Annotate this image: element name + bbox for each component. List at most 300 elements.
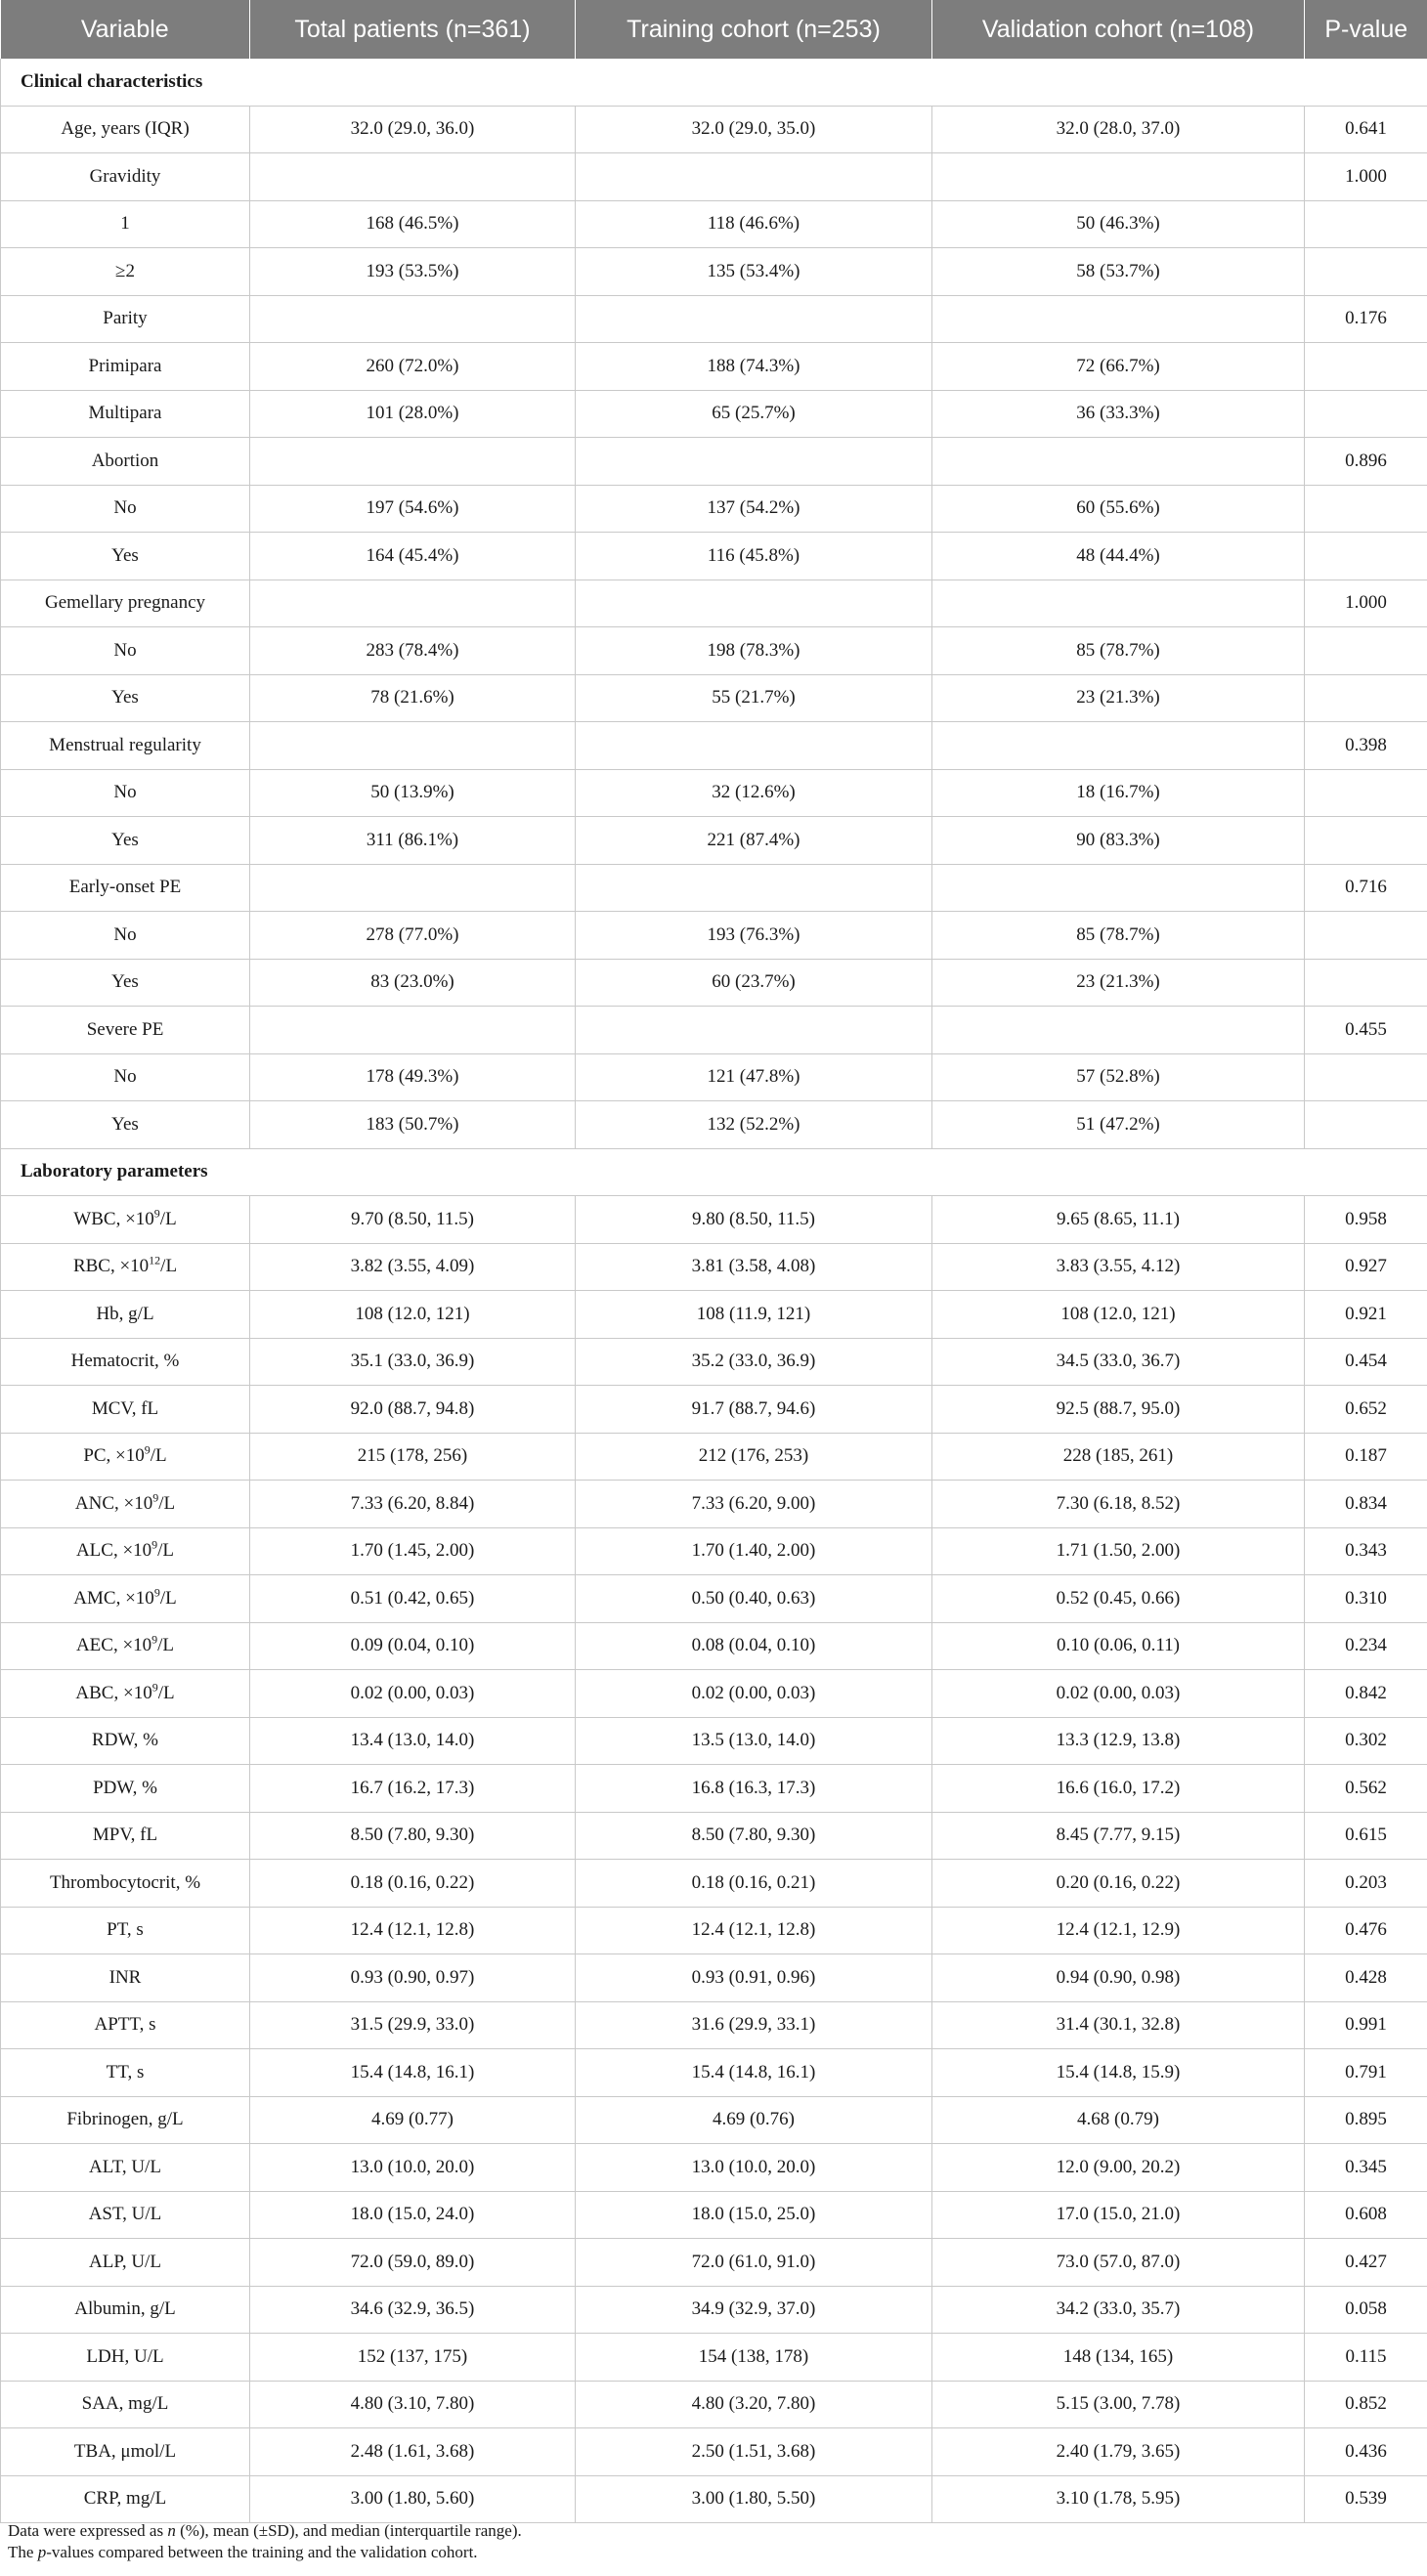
cell-validation-cohort: 34.2 (33.0, 35.7) xyxy=(932,2286,1305,2334)
cell-validation-cohort: 23 (21.3%) xyxy=(932,959,1305,1007)
header-p-value: P-value xyxy=(1305,0,1427,59)
cell-training-cohort: 193 (76.3%) xyxy=(576,912,932,960)
cell-training-cohort: 7.33 (6.20, 9.00) xyxy=(576,1481,932,1528)
cell-validation-cohort: 36 (33.3%) xyxy=(932,390,1305,438)
footnote-2 xyxy=(8,2542,522,2563)
cell-p-value xyxy=(1305,390,1427,438)
cell-validation-cohort: 3.83 (3.55, 4.12) xyxy=(932,1243,1305,1291)
table-row xyxy=(1,1007,1427,1054)
unit-exponent: 9 xyxy=(151,1680,158,1695)
cell-validation-cohort: 50 (46.3%) xyxy=(932,200,1305,248)
cell-total-patients: 0.18 (0.16, 0.22) xyxy=(250,1860,576,1908)
cell-validation-cohort: 18 (16.7%) xyxy=(932,769,1305,817)
cell-p-value: 0.716 xyxy=(1305,864,1427,912)
cell-p-value: 0.476 xyxy=(1305,1907,1427,1954)
cell-total-patients: 152 (137, 175) xyxy=(250,2334,576,2382)
cell-variable xyxy=(1,1481,250,1528)
cell-total-patients xyxy=(250,1007,576,1054)
cell-variable: SAA, mg/L xyxy=(1,2381,250,2428)
cell-total-patients: 260 (72.0%) xyxy=(250,343,576,391)
cell-p-value: 0.455 xyxy=(1305,1007,1427,1054)
cell-validation-cohort: 48 (44.4%) xyxy=(932,533,1305,580)
unit-suffix: /L xyxy=(160,1256,178,1277)
cell-p-value: 0.115 xyxy=(1305,2334,1427,2382)
cell-validation-cohort xyxy=(932,580,1305,627)
table-row xyxy=(1,153,1427,201)
cell-validation-cohort: 92.5 (88.7, 95.0) xyxy=(932,1386,1305,1434)
header-variable: Variable xyxy=(1,0,250,59)
cell-total-patients xyxy=(250,580,576,627)
cell-total-patients: 16.7 (16.2, 17.3) xyxy=(250,1765,576,1813)
cell-total-patients: 50 (13.9%) xyxy=(250,769,576,817)
cell-variable: INR xyxy=(1,1954,250,2002)
cell-training-cohort: 13.0 (10.0, 20.0) xyxy=(576,2144,932,2192)
cell-validation-cohort: 4.68 (0.79) xyxy=(932,2096,1305,2144)
cell-p-value: 0.176 xyxy=(1305,295,1427,343)
cell-variable xyxy=(1,1670,250,1718)
cell-p-value: 0.436 xyxy=(1305,2428,1427,2476)
table-row xyxy=(1,1860,1427,1908)
cell-training-cohort: 18.0 (15.0, 25.0) xyxy=(576,2191,932,2239)
footnote-1 xyxy=(8,2520,522,2542)
table-row xyxy=(1,2096,1427,2144)
cell-variable xyxy=(1,1622,250,1670)
cell-training-cohort: 12.4 (12.1, 12.8) xyxy=(576,1907,932,1954)
cell-p-value: 0.791 xyxy=(1305,2049,1427,2097)
table-row xyxy=(1,2001,1427,2049)
cell-p-value: 0.852 xyxy=(1305,2381,1427,2428)
table-row xyxy=(1,2334,1427,2382)
variable-label: AEC, ×10 xyxy=(75,1635,152,1656)
cell-training-cohort xyxy=(576,864,932,912)
cell-training-cohort xyxy=(576,438,932,486)
unit-suffix: /L xyxy=(157,1682,175,1703)
cell-validation-cohort xyxy=(932,864,1305,912)
cell-total-patients: 92.0 (88.7, 94.8) xyxy=(250,1386,576,1434)
cell-validation-cohort: 8.45 (7.77, 9.15) xyxy=(932,1812,1305,1860)
cell-training-cohort: 108 (11.9, 121) xyxy=(576,1291,932,1339)
unit-exponent: 9 xyxy=(152,1490,159,1505)
cell-validation-cohort: 34.5 (33.0, 36.7) xyxy=(932,1338,1305,1386)
cell-total-patients: 31.5 (29.9, 33.0) xyxy=(250,2001,576,2049)
cell-training-cohort: 31.6 (29.9, 33.1) xyxy=(576,2001,932,2049)
cell-p-value: 0.310 xyxy=(1305,1575,1427,1623)
table-row xyxy=(1,1765,1427,1813)
cell-p-value xyxy=(1305,769,1427,817)
cell-variable: Yes xyxy=(1,959,250,1007)
cell-total-patients: 15.4 (14.8, 16.1) xyxy=(250,2049,576,2097)
unit-exponent: 9 xyxy=(144,1442,151,1457)
cell-variable: Hb, g/L xyxy=(1,1291,250,1339)
cell-training-cohort: 0.08 (0.04, 0.10) xyxy=(576,1622,932,1670)
cell-validation-cohort: 51 (47.2%) xyxy=(932,1101,1305,1149)
cell-total-patients: 3.82 (3.55, 4.09) xyxy=(250,1243,576,1291)
cell-training-cohort: 9.80 (8.50, 11.5) xyxy=(576,1196,932,1244)
cell-validation-cohort: 58 (53.7%) xyxy=(932,248,1305,296)
cell-total-patients: 34.6 (32.9, 36.5) xyxy=(250,2286,576,2334)
cell-total-patients: 4.80 (3.10, 7.80) xyxy=(250,2381,576,2428)
cell-total-patients: 4.69 (0.77) xyxy=(250,2096,576,2144)
cell-training-cohort: 135 (53.4%) xyxy=(576,248,932,296)
cell-total-patients xyxy=(250,722,576,770)
cell-training-cohort: 1.70 (1.40, 2.00) xyxy=(576,1527,932,1575)
cell-training-cohort: 72.0 (61.0, 91.0) xyxy=(576,2239,932,2287)
table-row xyxy=(1,2144,1427,2192)
cell-total-patients: 0.09 (0.04, 0.10) xyxy=(250,1622,576,1670)
cell-validation-cohort: 15.4 (14.8, 15.9) xyxy=(932,2049,1305,2097)
cell-validation-cohort: 17.0 (15.0, 21.0) xyxy=(932,2191,1305,2239)
section-title: Laboratory parameters xyxy=(1,1148,1427,1196)
cell-total-patients: 13.0 (10.0, 20.0) xyxy=(250,2144,576,2192)
cell-training-cohort: 198 (78.3%) xyxy=(576,627,932,675)
cell-variable: No xyxy=(1,485,250,533)
cell-variable: APTT, s xyxy=(1,2001,250,2049)
section-title: Clinical characteristics xyxy=(1,59,1427,106)
cell-variable: Thrombocytocrit, % xyxy=(1,1860,250,1908)
cell-variable: Fibrinogen, g/L xyxy=(1,2096,250,2144)
cell-p-value xyxy=(1305,959,1427,1007)
cell-p-value xyxy=(1305,248,1427,296)
table-row xyxy=(1,1527,1427,1575)
table-row xyxy=(1,959,1427,1007)
table-header-row xyxy=(1,0,1427,59)
cell-training-cohort: 121 (47.8%) xyxy=(576,1053,932,1101)
cell-p-value: 0.991 xyxy=(1305,2001,1427,2049)
cell-training-cohort xyxy=(576,722,932,770)
cell-validation-cohort: 108 (12.0, 121) xyxy=(932,1291,1305,1339)
cell-p-value: 0.398 xyxy=(1305,722,1427,770)
cell-validation-cohort xyxy=(932,153,1305,201)
cell-total-patients xyxy=(250,295,576,343)
table-row xyxy=(1,1101,1427,1149)
cell-validation-cohort: 90 (83.3%) xyxy=(932,817,1305,865)
cell-training-cohort: 32 (12.6%) xyxy=(576,769,932,817)
unit-exponent: 9 xyxy=(151,1632,158,1647)
table-row xyxy=(1,1481,1427,1528)
table-row xyxy=(1,817,1427,865)
unit-exponent: 9 xyxy=(153,1585,160,1600)
cell-validation-cohort xyxy=(932,722,1305,770)
cell-total-patients: 0.93 (0.90, 0.97) xyxy=(250,1954,576,2002)
table-row xyxy=(1,1243,1427,1291)
cell-total-patients: 35.1 (33.0, 36.9) xyxy=(250,1338,576,1386)
cell-training-cohort xyxy=(576,153,932,201)
cell-p-value: 0.896 xyxy=(1305,438,1427,486)
table-row xyxy=(1,2286,1427,2334)
cell-validation-cohort: 57 (52.8%) xyxy=(932,1053,1305,1101)
cell-training-cohort xyxy=(576,295,932,343)
table-row xyxy=(1,2475,1427,2523)
cell-training-cohort: 55 (21.7%) xyxy=(576,674,932,722)
table-row xyxy=(1,1291,1427,1339)
cell-total-patients: 108 (12.0, 121) xyxy=(250,1291,576,1339)
cell-variable: Early-onset PE xyxy=(1,864,250,912)
cell-p-value: 0.834 xyxy=(1305,1481,1427,1528)
cell-p-value xyxy=(1305,627,1427,675)
table-row xyxy=(1,2381,1427,2428)
cell-total-patients: 32.0 (29.0, 36.0) xyxy=(250,106,576,153)
cell-p-value: 1.000 xyxy=(1305,153,1427,201)
cell-variable: Yes xyxy=(1,1101,250,1149)
table-row xyxy=(1,1717,1427,1765)
table-row xyxy=(1,1386,1427,1434)
unit-exponent: 9 xyxy=(153,1206,160,1221)
unit-suffix: /L xyxy=(159,1587,177,1609)
cell-variable: MCV, fL xyxy=(1,1386,250,1434)
cell-variable: 1 xyxy=(1,200,250,248)
cell-validation-cohort: 31.4 (30.1, 32.8) xyxy=(932,2001,1305,2049)
cell-variable: TT, s xyxy=(1,2049,250,2097)
cell-total-patients xyxy=(250,438,576,486)
unit-exponent: 9 xyxy=(151,1537,158,1552)
cell-training-cohort: 116 (45.8%) xyxy=(576,533,932,580)
cell-validation-cohort: 72 (66.7%) xyxy=(932,343,1305,391)
cell-training-cohort: 0.50 (0.40, 0.63) xyxy=(576,1575,932,1623)
table-row xyxy=(1,343,1427,391)
cell-p-value: 0.895 xyxy=(1305,2096,1427,2144)
cell-variable xyxy=(1,1433,250,1481)
cell-p-value xyxy=(1305,817,1427,865)
table-row xyxy=(1,533,1427,580)
cell-training-cohort: 137 (54.2%) xyxy=(576,485,932,533)
variable-label: ANC, ×10 xyxy=(74,1492,153,1514)
cell-validation-cohort: 12.4 (12.1, 12.9) xyxy=(932,1907,1305,1954)
cell-total-patients: 311 (86.1%) xyxy=(250,817,576,865)
cell-training-cohort: 3.00 (1.80, 5.50) xyxy=(576,2475,932,2523)
cell-training-cohort: 3.81 (3.58, 4.08) xyxy=(576,1243,932,1291)
footnote-2-text: The xyxy=(8,2543,38,2561)
section-header-row xyxy=(1,59,1427,106)
cell-p-value: 0.641 xyxy=(1305,106,1427,153)
cell-variable: PT, s xyxy=(1,1907,250,1954)
cell-variable: Menstrual regularity xyxy=(1,722,250,770)
cell-variable xyxy=(1,1575,250,1623)
footnote-2-italic: p xyxy=(37,2543,47,2561)
table-row xyxy=(1,1053,1427,1101)
cell-validation-cohort: 0.94 (0.90, 0.98) xyxy=(932,1954,1305,2002)
cell-variable: ALT, U/L xyxy=(1,2144,250,2192)
table-row xyxy=(1,580,1427,627)
cell-validation-cohort xyxy=(932,438,1305,486)
cell-variable: Gemellary pregnancy xyxy=(1,580,250,627)
cell-total-patients: 278 (77.0%) xyxy=(250,912,576,960)
table-footnotes xyxy=(8,2520,522,2563)
table-row xyxy=(1,627,1427,675)
cell-validation-cohort: 32.0 (28.0, 37.0) xyxy=(932,106,1305,153)
footnote-2-text-end: -values compared between the training and the validation cohort. xyxy=(46,2543,478,2561)
cell-variable: No xyxy=(1,1053,250,1101)
cell-validation-cohort: 7.30 (6.18, 8.52) xyxy=(932,1481,1305,1528)
cell-total-patients: 101 (28.0%) xyxy=(250,390,576,438)
table-row xyxy=(1,106,1427,153)
cell-variable: Age, years (IQR) xyxy=(1,106,250,153)
cell-validation-cohort: 85 (78.7%) xyxy=(932,627,1305,675)
cell-total-patients xyxy=(250,153,576,201)
table-row xyxy=(1,1196,1427,1244)
cell-total-patients: 9.70 (8.50, 11.5) xyxy=(250,1196,576,1244)
cell-variable: PDW, % xyxy=(1,1765,250,1813)
cell-variable: Yes xyxy=(1,533,250,580)
cell-validation-cohort: 3.10 (1.78, 5.95) xyxy=(932,2475,1305,2523)
cell-total-patients xyxy=(250,864,576,912)
table-row xyxy=(1,2049,1427,2097)
cell-training-cohort: 154 (138, 178) xyxy=(576,2334,932,2382)
cell-training-cohort: 16.8 (16.3, 17.3) xyxy=(576,1765,932,1813)
variable-label: ALC, ×10 xyxy=(75,1540,152,1562)
table-body xyxy=(1,59,1427,2523)
cell-validation-cohort: 0.20 (0.16, 0.22) xyxy=(932,1860,1305,1908)
cell-validation-cohort: 23 (21.3%) xyxy=(932,674,1305,722)
table-row xyxy=(1,912,1427,960)
cell-validation-cohort: 9.65 (8.65, 11.1) xyxy=(932,1196,1305,1244)
table-row xyxy=(1,2191,1427,2239)
cell-validation-cohort: 228 (185, 261) xyxy=(932,1433,1305,1481)
cell-training-cohort: 91.7 (88.7, 94.6) xyxy=(576,1386,932,1434)
cell-p-value xyxy=(1305,912,1427,960)
footnote-1-text: Data were expressed as xyxy=(8,2521,168,2540)
unit-suffix: /L xyxy=(159,1208,177,1229)
cell-total-patients: 83 (23.0%) xyxy=(250,959,576,1007)
variable-label: AMC, ×10 xyxy=(73,1587,154,1609)
variable-label: PC, ×10 xyxy=(83,1445,145,1467)
table-row xyxy=(1,295,1427,343)
variable-label: ABC, ×10 xyxy=(75,1682,152,1703)
cell-validation-cohort: 148 (134, 165) xyxy=(932,2334,1305,2382)
cell-total-patients: 12.4 (12.1, 12.8) xyxy=(250,1907,576,1954)
cell-p-value: 0.562 xyxy=(1305,1765,1427,1813)
footnote-1-text-end: (%), mean (±SD), and median (interquartile range). xyxy=(175,2521,522,2540)
cell-training-cohort: 13.5 (13.0, 14.0) xyxy=(576,1717,932,1765)
table-row xyxy=(1,1338,1427,1386)
cell-p-value xyxy=(1305,485,1427,533)
cell-training-cohort: 132 (52.2%) xyxy=(576,1101,932,1149)
cell-training-cohort: 35.2 (33.0, 36.9) xyxy=(576,1338,932,1386)
cell-total-patients: 8.50 (7.80, 9.30) xyxy=(250,1812,576,1860)
table-row xyxy=(1,438,1427,486)
table-row xyxy=(1,485,1427,533)
cell-p-value: 1.000 xyxy=(1305,580,1427,627)
cell-variable: Abortion xyxy=(1,438,250,486)
cell-training-cohort: 118 (46.6%) xyxy=(576,200,932,248)
table-row xyxy=(1,248,1427,296)
table-row xyxy=(1,2428,1427,2476)
cell-total-patients: 164 (45.4%) xyxy=(250,533,576,580)
variable-label: RBC, ×10 xyxy=(72,1256,150,1277)
table-row xyxy=(1,722,1427,770)
cell-total-patients: 7.33 (6.20, 8.84) xyxy=(250,1481,576,1528)
cell-variable: ≥2 xyxy=(1,248,250,296)
cell-training-cohort: 2.50 (1.51, 3.68) xyxy=(576,2428,932,2476)
cell-p-value: 0.608 xyxy=(1305,2191,1427,2239)
cell-p-value: 0.234 xyxy=(1305,1622,1427,1670)
cell-p-value xyxy=(1305,674,1427,722)
cell-variable: ALP, U/L xyxy=(1,2239,250,2287)
header-validation-cohort: Validation cohort (n=108) xyxy=(932,0,1305,59)
footnote-1-italic: n xyxy=(167,2521,176,2540)
cell-p-value: 0.921 xyxy=(1305,1291,1427,1339)
cell-validation-cohort xyxy=(932,1007,1305,1054)
cell-training-cohort: 4.80 (3.20, 7.80) xyxy=(576,2381,932,2428)
cell-p-value: 0.539 xyxy=(1305,2475,1427,2523)
cell-p-value: 0.427 xyxy=(1305,2239,1427,2287)
cell-total-patients: 283 (78.4%) xyxy=(250,627,576,675)
cell-variable: Parity xyxy=(1,295,250,343)
cell-p-value xyxy=(1305,1101,1427,1149)
cell-p-value: 0.652 xyxy=(1305,1386,1427,1434)
table-row xyxy=(1,864,1427,912)
table-row xyxy=(1,1433,1427,1481)
unit-suffix: /L xyxy=(157,1635,175,1656)
cell-p-value: 0.454 xyxy=(1305,1338,1427,1386)
cell-variable xyxy=(1,1527,250,1575)
cell-variable: TBA, μmol/L xyxy=(1,2428,250,2476)
cell-p-value: 0.302 xyxy=(1305,1717,1427,1765)
cell-validation-cohort: 73.0 (57.0, 87.0) xyxy=(932,2239,1305,2287)
table-row xyxy=(1,674,1427,722)
cell-validation-cohort: 0.52 (0.45, 0.66) xyxy=(932,1575,1305,1623)
variable-label: WBC, ×10 xyxy=(73,1208,154,1229)
cell-p-value: 0.343 xyxy=(1305,1527,1427,1575)
cell-validation-cohort: 13.3 (12.9, 13.8) xyxy=(932,1717,1305,1765)
cell-validation-cohort: 12.0 (9.00, 20.2) xyxy=(932,2144,1305,2192)
cell-variable: Yes xyxy=(1,817,250,865)
cell-validation-cohort: 1.71 (1.50, 2.00) xyxy=(932,1527,1305,1575)
cell-training-cohort: 4.69 (0.76) xyxy=(576,2096,932,2144)
unit-suffix: /L xyxy=(150,1445,167,1467)
cell-variable xyxy=(1,1196,250,1244)
cell-variable: CRP, mg/L xyxy=(1,2475,250,2523)
cell-validation-cohort: 5.15 (3.00, 7.78) xyxy=(932,2381,1305,2428)
table-row xyxy=(1,1907,1427,1954)
cell-variable: Albumin, g/L xyxy=(1,2286,250,2334)
cell-total-patients: 178 (49.3%) xyxy=(250,1053,576,1101)
cell-total-patients: 215 (178, 256) xyxy=(250,1433,576,1481)
cell-p-value xyxy=(1305,200,1427,248)
cell-total-patients: 0.51 (0.42, 0.65) xyxy=(250,1575,576,1623)
table-row xyxy=(1,390,1427,438)
cell-variable: AST, U/L xyxy=(1,2191,250,2239)
cell-total-patients: 18.0 (15.0, 24.0) xyxy=(250,2191,576,2239)
cell-training-cohort: 15.4 (14.8, 16.1) xyxy=(576,2049,932,2097)
cell-variable: No xyxy=(1,769,250,817)
cell-training-cohort: 0.93 (0.91, 0.96) xyxy=(576,1954,932,2002)
cell-validation-cohort: 85 (78.7%) xyxy=(932,912,1305,960)
unit-exponent: 12 xyxy=(149,1253,161,1267)
table-row xyxy=(1,2239,1427,2287)
cell-validation-cohort: 2.40 (1.79, 3.65) xyxy=(932,2428,1305,2476)
cell-total-patients: 13.4 (13.0, 14.0) xyxy=(250,1717,576,1765)
cell-training-cohort xyxy=(576,580,932,627)
cell-variable: MPV, fL xyxy=(1,1812,250,1860)
cell-total-patients: 168 (46.5%) xyxy=(250,200,576,248)
cell-total-patients: 193 (53.5%) xyxy=(250,248,576,296)
cell-total-patients: 0.02 (0.00, 0.03) xyxy=(250,1670,576,1718)
cell-validation-cohort: 16.6 (16.0, 17.2) xyxy=(932,1765,1305,1813)
cell-training-cohort: 188 (74.3%) xyxy=(576,343,932,391)
table-row xyxy=(1,1954,1427,2002)
cell-p-value: 0.187 xyxy=(1305,1433,1427,1481)
cell-variable: RDW, % xyxy=(1,1717,250,1765)
table-row xyxy=(1,200,1427,248)
cell-p-value: 0.958 xyxy=(1305,1196,1427,1244)
cell-variable: Yes xyxy=(1,674,250,722)
cell-p-value: 0.927 xyxy=(1305,1243,1427,1291)
table-row xyxy=(1,1670,1427,1718)
table-row xyxy=(1,1812,1427,1860)
cell-p-value xyxy=(1305,1053,1427,1101)
cell-variable xyxy=(1,1243,250,1291)
header-training-cohort: Training cohort (n=253) xyxy=(576,0,932,59)
